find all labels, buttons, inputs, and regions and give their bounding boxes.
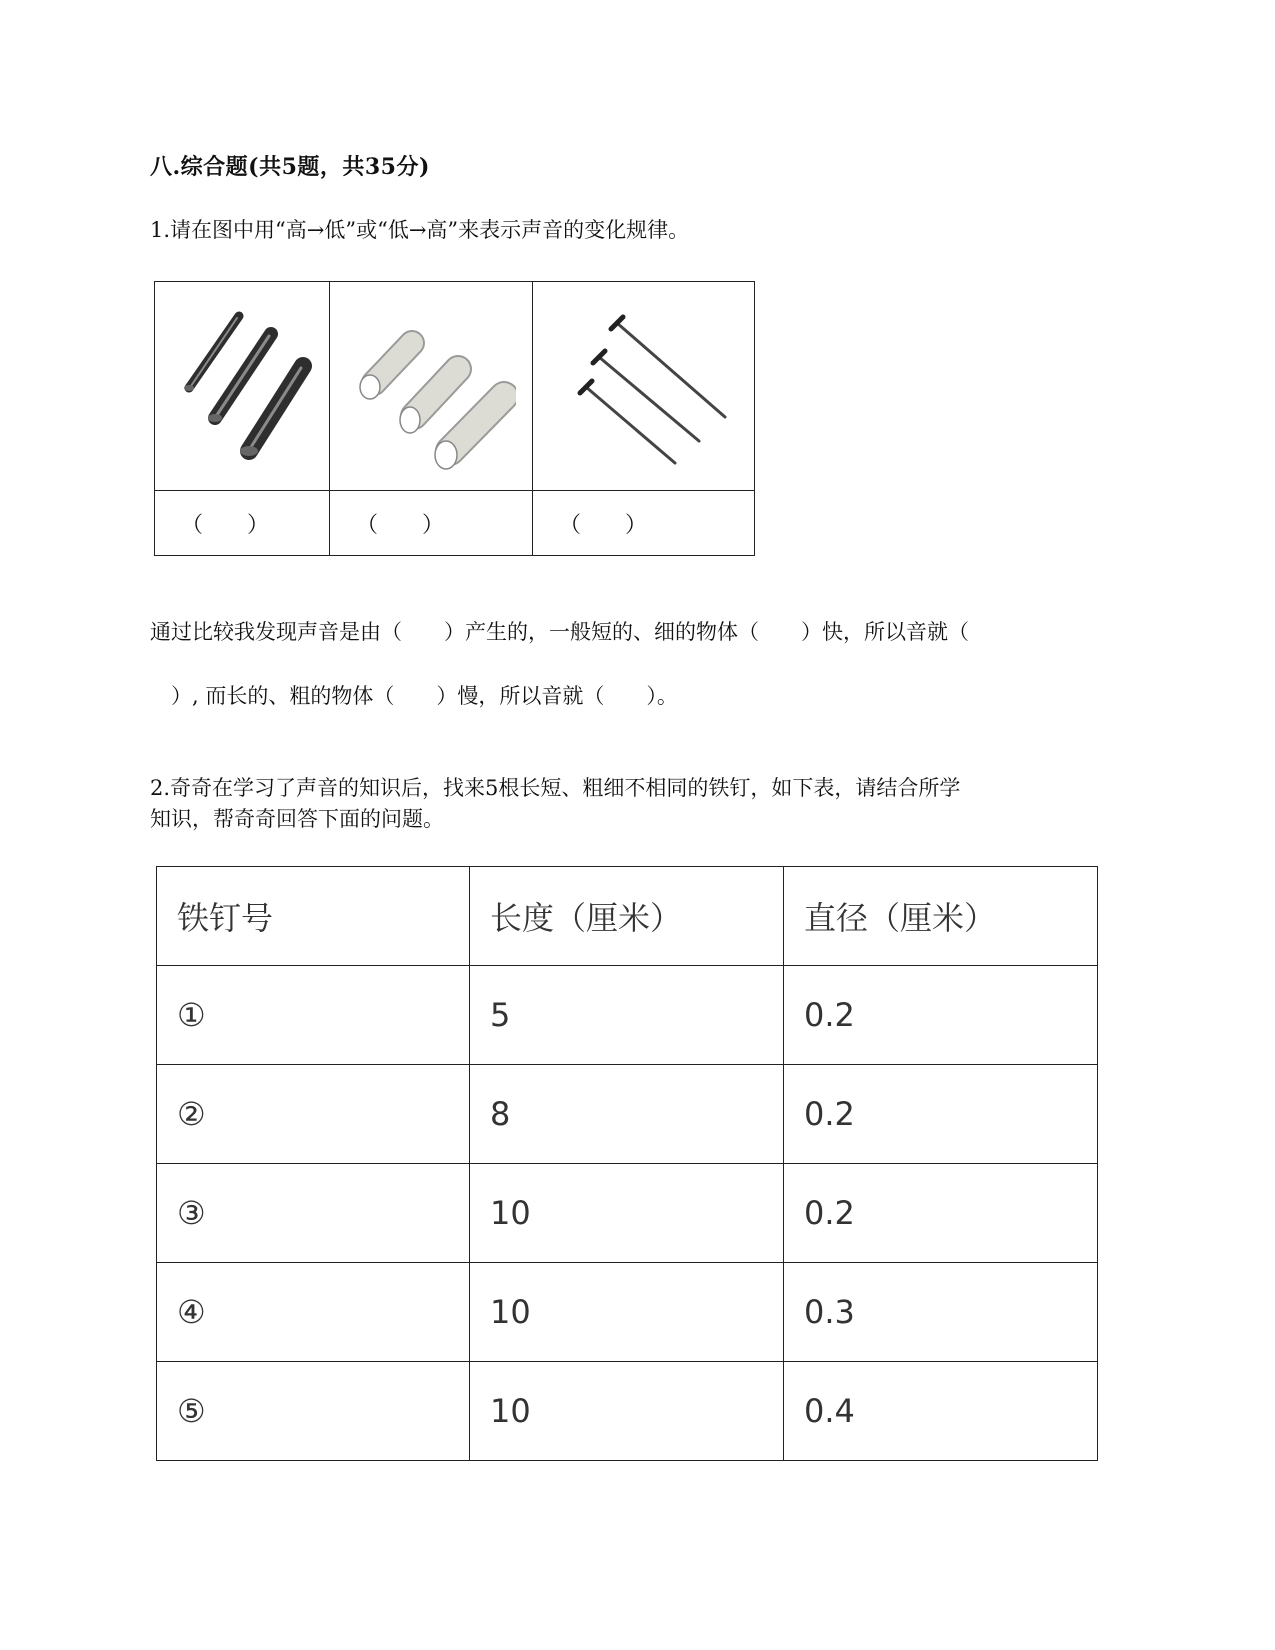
length-cell: 10 — [470, 1362, 784, 1461]
answer-blank-1[interactable]: （ ） — [155, 491, 330, 556]
diameter-cell: 0.2 — [784, 1065, 1098, 1164]
nail-data-table — [156, 866, 1098, 1461]
diameter-cell: 0.2 — [784, 1164, 1098, 1263]
table-row — [157, 1065, 1098, 1164]
length-cell: 10 — [470, 1164, 784, 1263]
diameter-cell: 0.4 — [784, 1362, 1098, 1461]
nail-number-cell: ② — [157, 1065, 470, 1164]
conclusion-line-1: 通过比较我发现声音是由（ ）产生的，一般短的、细的物体（ ）快，所以音就（ — [150, 620, 969, 644]
conclusion-line-2: ）, 而长的、粗的物体（ ）慢，所以音就（ ）。 — [150, 684, 678, 708]
nail-number-cell: ③ — [157, 1164, 470, 1263]
picture-cell-3 — [533, 282, 755, 491]
answer-blank-2[interactable]: （ ） — [330, 491, 533, 556]
question-2-prompt-line-1: 2.奇奇在学习了声音的知识后，找来5根长短、粗细不相同的铁钉，如下表，请结合所学 — [150, 776, 961, 800]
nails-icon — [549, 301, 739, 471]
picture-table — [154, 281, 755, 556]
table-header-row — [157, 867, 1098, 966]
diameter-cell: 0.3 — [784, 1263, 1098, 1362]
header-nail-number: 铁钉号 — [157, 867, 470, 966]
table-row — [157, 1362, 1098, 1461]
paper-tubes-icon — [346, 301, 516, 471]
length-cell: 8 — [470, 1065, 784, 1164]
question-2-prompt-line-2: 知识，帮奇奇回答下面的问题。 — [150, 807, 444, 831]
header-length: 长度（厘米） — [470, 867, 784, 966]
table-row — [157, 966, 1098, 1065]
length-cell: 5 — [470, 966, 784, 1065]
metal-pipes-icon — [167, 296, 317, 476]
table-row — [157, 1164, 1098, 1263]
diameter-cell: 0.2 — [784, 966, 1098, 1065]
nail-number-cell: ⑤ — [157, 1362, 470, 1461]
table-row — [157, 1263, 1098, 1362]
length-cell: 10 — [470, 1263, 784, 1362]
question-1-prompt: 1.请在图中用“高→低”或“低→高”来表示声音的变化规律。 — [150, 218, 690, 242]
picture-cell-1 — [155, 282, 330, 491]
answer-blank-3[interactable]: （ ） — [533, 491, 755, 556]
picture-cell-2 — [330, 282, 533, 491]
nail-number-cell: ④ — [157, 1263, 470, 1362]
header-diameter: 直径（厘米） — [784, 867, 1098, 966]
nail-number-cell: ① — [157, 966, 470, 1065]
section-title: 八.综合题(共5题，共35分) — [150, 154, 430, 180]
